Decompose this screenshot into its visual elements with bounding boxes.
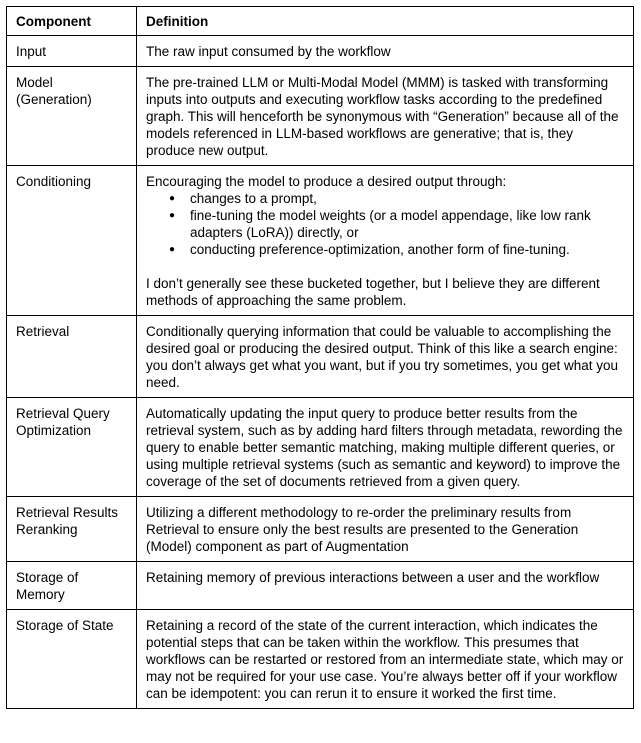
- list-item: ● changes to a prompt,: [190, 190, 624, 207]
- table-row: [7, 497, 634, 562]
- definitions-table: [6, 6, 634, 709]
- component-cell: Retrieval: [7, 316, 137, 398]
- paragraph-spacer: [146, 258, 624, 275]
- header-definition: Definition: [137, 7, 634, 36]
- component-cell: Storage of State: [7, 610, 137, 709]
- header-component: Component: [7, 7, 137, 36]
- table-row: [7, 67, 634, 166]
- table-header-row: [7, 7, 634, 36]
- conditioning-bullet-list: [146, 190, 624, 258]
- definition-cell: Conditionally querying information that could be valuable to accomplishing the desired goal or producing the desired output. Think of this like a search engine: you don’t always get what you want, but if you try sometimes, you get what you need.: [137, 316, 634, 398]
- definition-cell: Utilizing a different methodology to re-order the preliminary results from Retrieval to ensure only the best results are presented to the Generation (Model) component as part of Augmentation: [137, 497, 634, 562]
- component-cell: Conditioning: [7, 166, 137, 316]
- definition-cell: Retaining a record of the state of the current interaction, which indicates the potential steps that can be taken within the workflow. This presumes that workflows can be restarted or restored from an intermediate state, which may or may not be required for your use case. You’re always better off if your workflow can be idempotent: you can rerun it to ensure it worked the first time.: [137, 610, 634, 709]
- list-item: ● fine-tuning the model weights (or a model appendage, like low rank adapters (LoRA)) directly, or: [190, 207, 624, 241]
- definition-cell: Automatically updating the input query to produce better results from the retrieval system, such as by adding hard filters through metadata, rewording the query to enable better semantic matching, making multiple different queries, or using multiple retrieval systems (such as semantic and keyword) to improve the coverage of the set of documents retrieved from a given query.: [137, 398, 634, 497]
- definition-cell: [137, 166, 634, 316]
- component-cell: Model (Generation): [7, 67, 137, 166]
- component-cell: Retrieval Query Optimization: [7, 398, 137, 497]
- table-row: [7, 316, 634, 398]
- definition-cell: The raw input consumed by the workflow: [137, 36, 634, 67]
- table-row: [7, 562, 634, 610]
- list-item: ● conducting preference-optimization, another form of fine-tuning.: [190, 241, 624, 258]
- definition-cell: The pre-trained LLM or Multi-Modal Model (MMM) is tasked with transforming inputs into outputs and executing workflow tasks according to the predefined graph. This will henceforth be synonymous with “Generation” because all of the models referenced in LLM-based workflows are generative; that is, they produce new output.: [137, 67, 634, 166]
- conditioning-intro: Encouraging the model to produce a desired output through:: [146, 174, 507, 189]
- component-cell: Retrieval Results Reranking: [7, 497, 137, 562]
- component-cell: Storage of Memory: [7, 562, 137, 610]
- definition-cell: Retaining memory of previous interactions between a user and the workflow: [137, 562, 634, 610]
- table-row: [7, 166, 634, 316]
- table-row: [7, 36, 634, 67]
- conditioning-outro: I don’t generally see these bucketed together, but I believe they are different methods of approaching the same problem.: [146, 276, 600, 308]
- table-row: [7, 610, 634, 709]
- component-cell: Input: [7, 36, 137, 67]
- table-row: [7, 398, 634, 497]
